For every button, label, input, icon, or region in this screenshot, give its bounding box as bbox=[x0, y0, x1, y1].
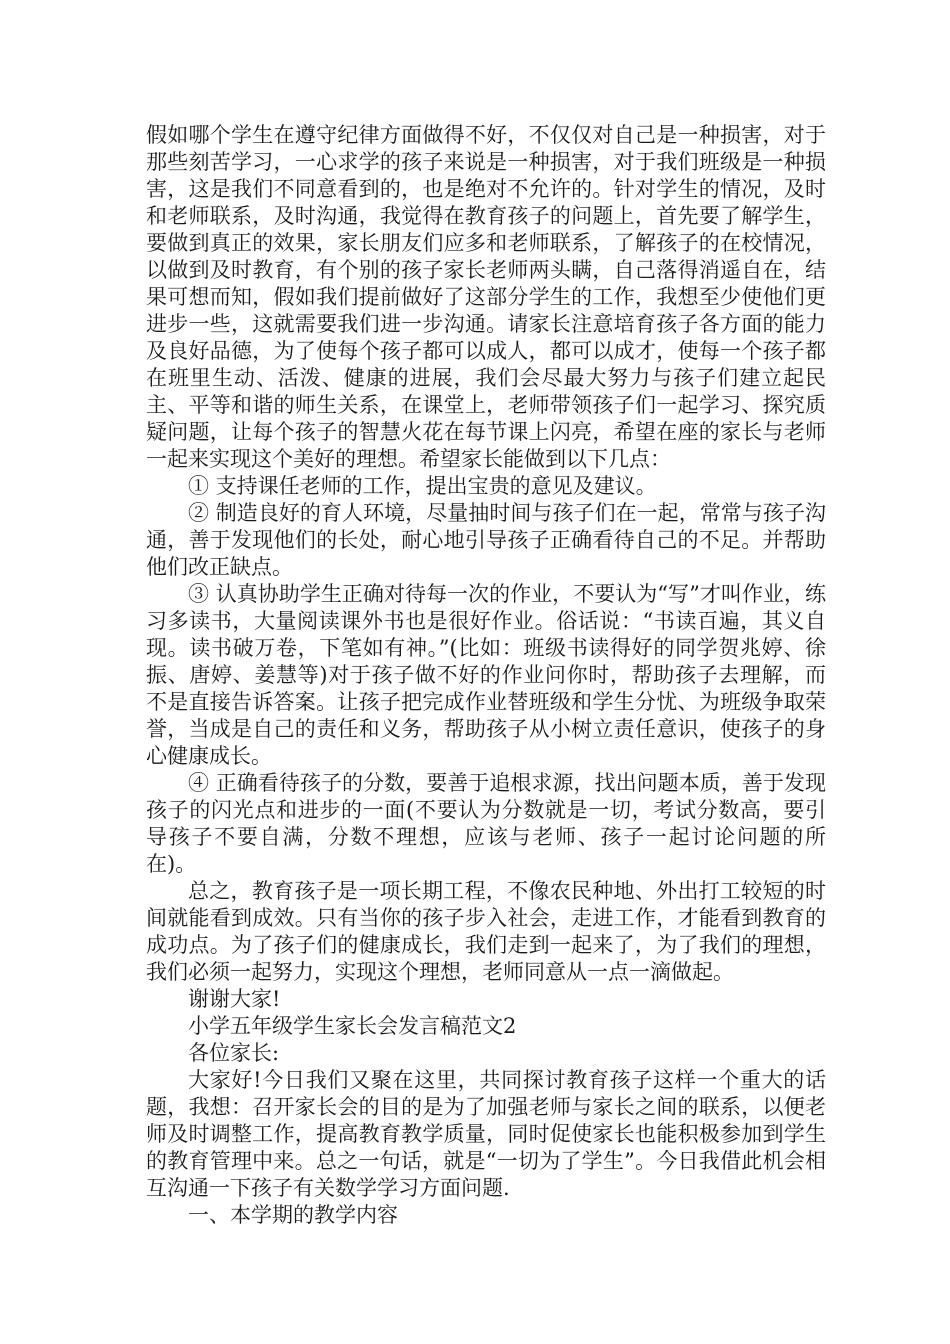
paragraph-conclusion: 总之，教育孩子是一项长期工程，不像农民种地、外出打工较短的时间就能看到成效。只有当你的孩子步入社会，走进工作，才能看到教育的成功点。为了孩子们的健康成长，我们走到一起来了，为了我们的理想，我们必须一起努力，实现这个理想，老师同意从一点一滴做起。 bbox=[146, 879, 826, 984]
salutation: 各位家长: bbox=[188, 1041, 280, 1065]
point-1: ① 支持课任老师的工作，提出宝贵的意见及建议。 bbox=[188, 474, 657, 498]
document-page bbox=[146, 122, 826, 1229]
subheading-teaching-content: 一、本学期的教学内容 bbox=[188, 1203, 398, 1227]
paragraph-discipline: 假如哪个学生在遵守纪律方面做得不好，不仅仅对自己是一种损害，对于那些刻苦学习，一心求学的孩子来说是一种损害，对于我们班级是一种损害，这是我们不同意看到的，也是绝对不允许的。针对学生的情况，及时和老师联系，及时沟通，我觉得在教育孩子的问题上，首先要了解学生，要做到真正的效果，家长朋友们应多和老师联系，了解孩子的在校情况，以做到及时教育，有个别的孩子家长老师两头瞒，自己落得消遥自在，结果可想而知，假如我们提前做好了这部分学生的工作，我想至少使他们更进步一些，这就需要我们进一步沟通。请家长注意培育孩子各方面的能力及良好品德，为了使每个孩子都可以成人，都可以成才，使每一个孩子都在班里生动、活泼、健康的进展，我们会尽最大努力与孩子们建立起民主、平等和谐的师生关系，在课堂上，老师带领孩子们一起学习、探究质疑问题，让每个孩子的智慧火花在每节课上闪亮，希望在座的家长与老师一起来实现这个美好的理想。希望家长能做到以下几点： bbox=[146, 123, 826, 471]
paragraph-greeting: 大家好!今日我们又聚在这里，共同探讨教育孩子这样一个重大的话题，我想：召开家长会的目的是为了加强老师与家长之间的联系，以便老师及时调整工作，提高教育教学质量，同时促使家长也能积极参加到学生的教育管理中来。总之一句话，就是“一切为了学生”。今日我借此机会相互沟通一下孩子有关数学学习方面问题. bbox=[146, 1068, 826, 1200]
point-4: ④ 正确看待孩子的分数，要善于追根求源，找出问题本质，善于发现孩子的闪光点和进步的一面(不要认为分数就是一切，考试分数高，要引导孩子不要自满，分数不理想，应该与老师、孩子一起讨论问题的所在)。 bbox=[146, 771, 826, 876]
section-title: 小学五年级学生家长会发言稿范文2 bbox=[188, 1014, 517, 1038]
thanks-line: 谢谢大家! bbox=[188, 987, 281, 1011]
point-3: ③ 认真协助学生正确对待每一次的作业，不要认为“写”才叫作业，练习多读书，大量阅读课外书也是很好作业。俗话说：“书读百遍，其义自现。读书破万卷，下笔如有神。”(比如：班级书读得好的同学贺兆婷、徐振、唐婷、姜慧等)对于孩子做不好的作业问你时，帮助孩子去理解，而不是直接告诉答案。让孩子把完成作业替班级和学生分忧、为班级争取荣誉，当成是自己的责任和义务，帮助孩子从小树立责任意识，使孩子的身心健康成长。 bbox=[146, 582, 826, 768]
point-2: ② 制造良好的育人环境，尽量抽时间与孩子们在一起，常常与孩子沟通，善于发现他们的长处，耐心地引导孩子正确看待自己的不足。并帮助他们改正缺点。 bbox=[146, 501, 826, 579]
